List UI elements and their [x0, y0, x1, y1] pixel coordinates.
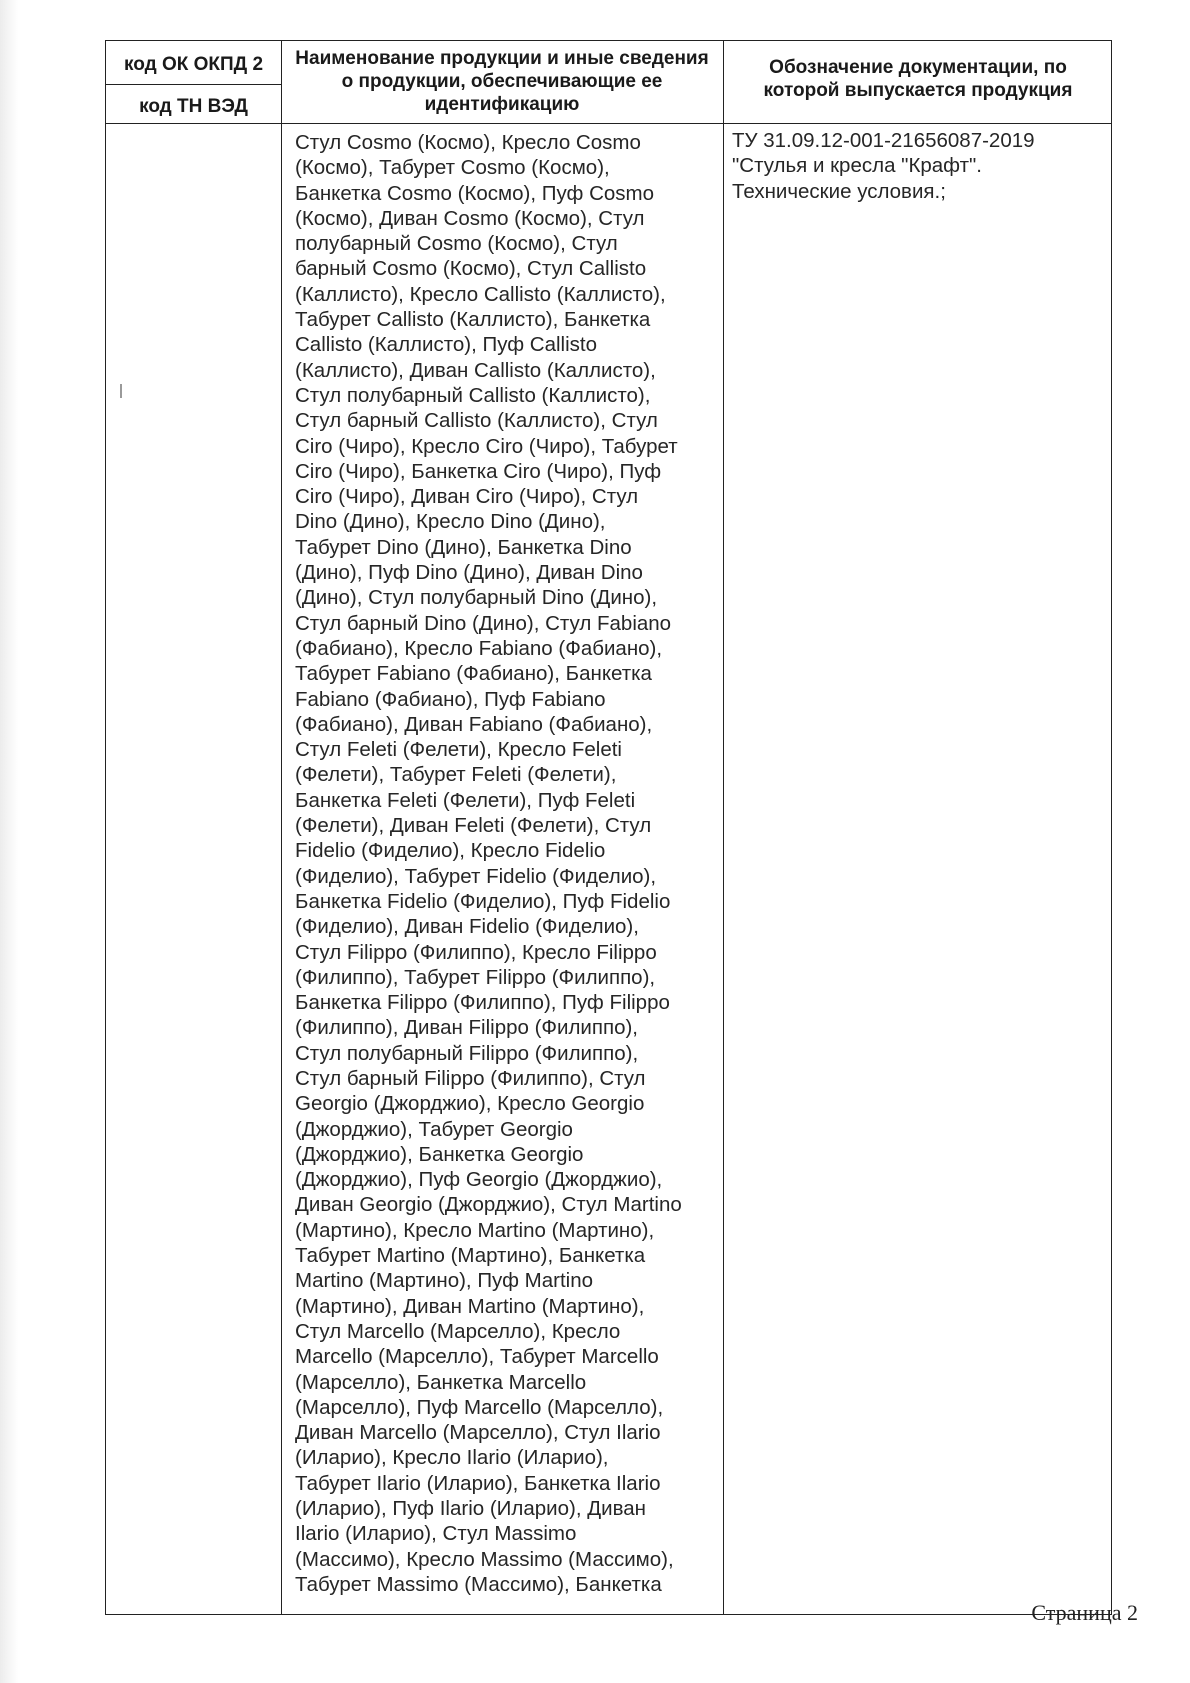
code-header-split	[105, 84, 281, 85]
column-divider-1	[281, 40, 282, 1614]
page-number: Страница 2	[1031, 1600, 1138, 1625]
scan-shading	[0, 0, 18, 1683]
column-divider-2	[723, 40, 724, 1614]
header-divider	[105, 123, 1111, 124]
header-documentation: Обозначение документации, по которой выпускается продукция	[763, 57, 1073, 101]
header-code-tnved: код ТН ВЭД	[139, 96, 248, 117]
cell-documentation: ТУ 31.09.12-001-21656087-2019 "Стулья и кресла "Крафт". Технические условия.;	[732, 129, 1035, 203]
cell-product-description: Стул Cosmo (Космо), Кресло Cosmo (Космо), Табурет Cosmo (Космо), Банкетка Cosmo (Космо), Пуф Cosmo (Космо), Диван Cosmo (Космо), Стул полубарный Cosmo (Космо), Стул барный Cosmo (Космо), Стул Callisto (Каллисто), Кресло Callisto (Каллисто), Табурет Callisto (Каллисто), Банкетка Callisto (Каллисто), Пуф Callisto (Каллисто), Диван Callisto (Каллисто), Стул полубарный Callisto (Каллисто), Стул барный Callisto (Каллисто), Стул Ciro (Чиро), Кресло Ciro (Чиро), Табурет Ciro (Чиро), Банкетка Ciro (Чиро), Пуф Ciro (Чиро), Диван Ciro (Чиро), Стул Dino (Дино), Кресло Dino (Дино), Табурет Dino (Дино), Банкетка Dino (Дино), Пуф Dino (Дино), Диван Dino (Дино), Стул полубарный Dino (Дино), Стул барный Dino (Дино), Стул Fabiano (Фабиано), Кресло Fabiano (Фабиано), Табурет Fabiano (Фабиано), Банкетка Fabiano (Фабиано), Пуф Fabiano (Фабиано), Диван Fabiano (Фабиано), Стул Feleti (Фелети), Кресло Feleti (Фелети), Табурет Feleti (Фелети), Банкетка Feleti (Фелети), Пуф Feleti (Фелети), Диван Feleti (Фелети), Стул Fidelio (Фиделио), Кресло Fidelio (Фиделио), Табурет Fidelio (Фиделио), Банкетка Fidelio (Фиделио), Пуф Fidelio (Фиделио), Диван Fidelio (Фиделио), Стул Filippo (Филиппо), Кресло Filippo (Филиппо), Табурет Filippo (Филиппо), Банкетка Filippo (Филиппо), Пуф Filippo (Филиппо), Диван Filippo (Филиппо), Стул полубарный Filippo (Филиппо), Стул барный Filippo (Филиппо), Стул Georgio (Джорджио), Кресло Georgio (Джорджио), Табурет Georgio (Джорджио), Банкетка Georgio (Джорджио), Пуф Georgio (Джорджио), Диван Georgio (Джорджио), Стул Martino (Мартино), Кресло Martino (Мартино), Табурет Martino (Мартино), Банкетка Martino (Мартино), Пуф Martino (Мартино), Диван Martino (Мартино), Стул Marcello (Марселло), Кресло Marcello (Марселло), Табурет Marcello (Марселло), Банкетка Marcello (Марселло), Пуф Marcello (Марселло), Диван Marcello (Марселло), Стул Ilario (Иларио), Кресло Ilario (Иларио), Табурет Ilario (Иларио), Банкетка Ilario (Иларио), Пуф Ilario (Иларио), Диван Ilario (Иларио), Стул Massimo (Массимо), Кресло Massimo (Массимо), Табурет Massimo (Массимо), Банкетка	[295, 131, 682, 1596]
header-code-okpd: код ОК ОКПД 2	[123, 54, 264, 75]
header-product-name: Наименование продукции и иные сведения о продукции, обеспечивающие ее идентификацию	[295, 48, 709, 115]
